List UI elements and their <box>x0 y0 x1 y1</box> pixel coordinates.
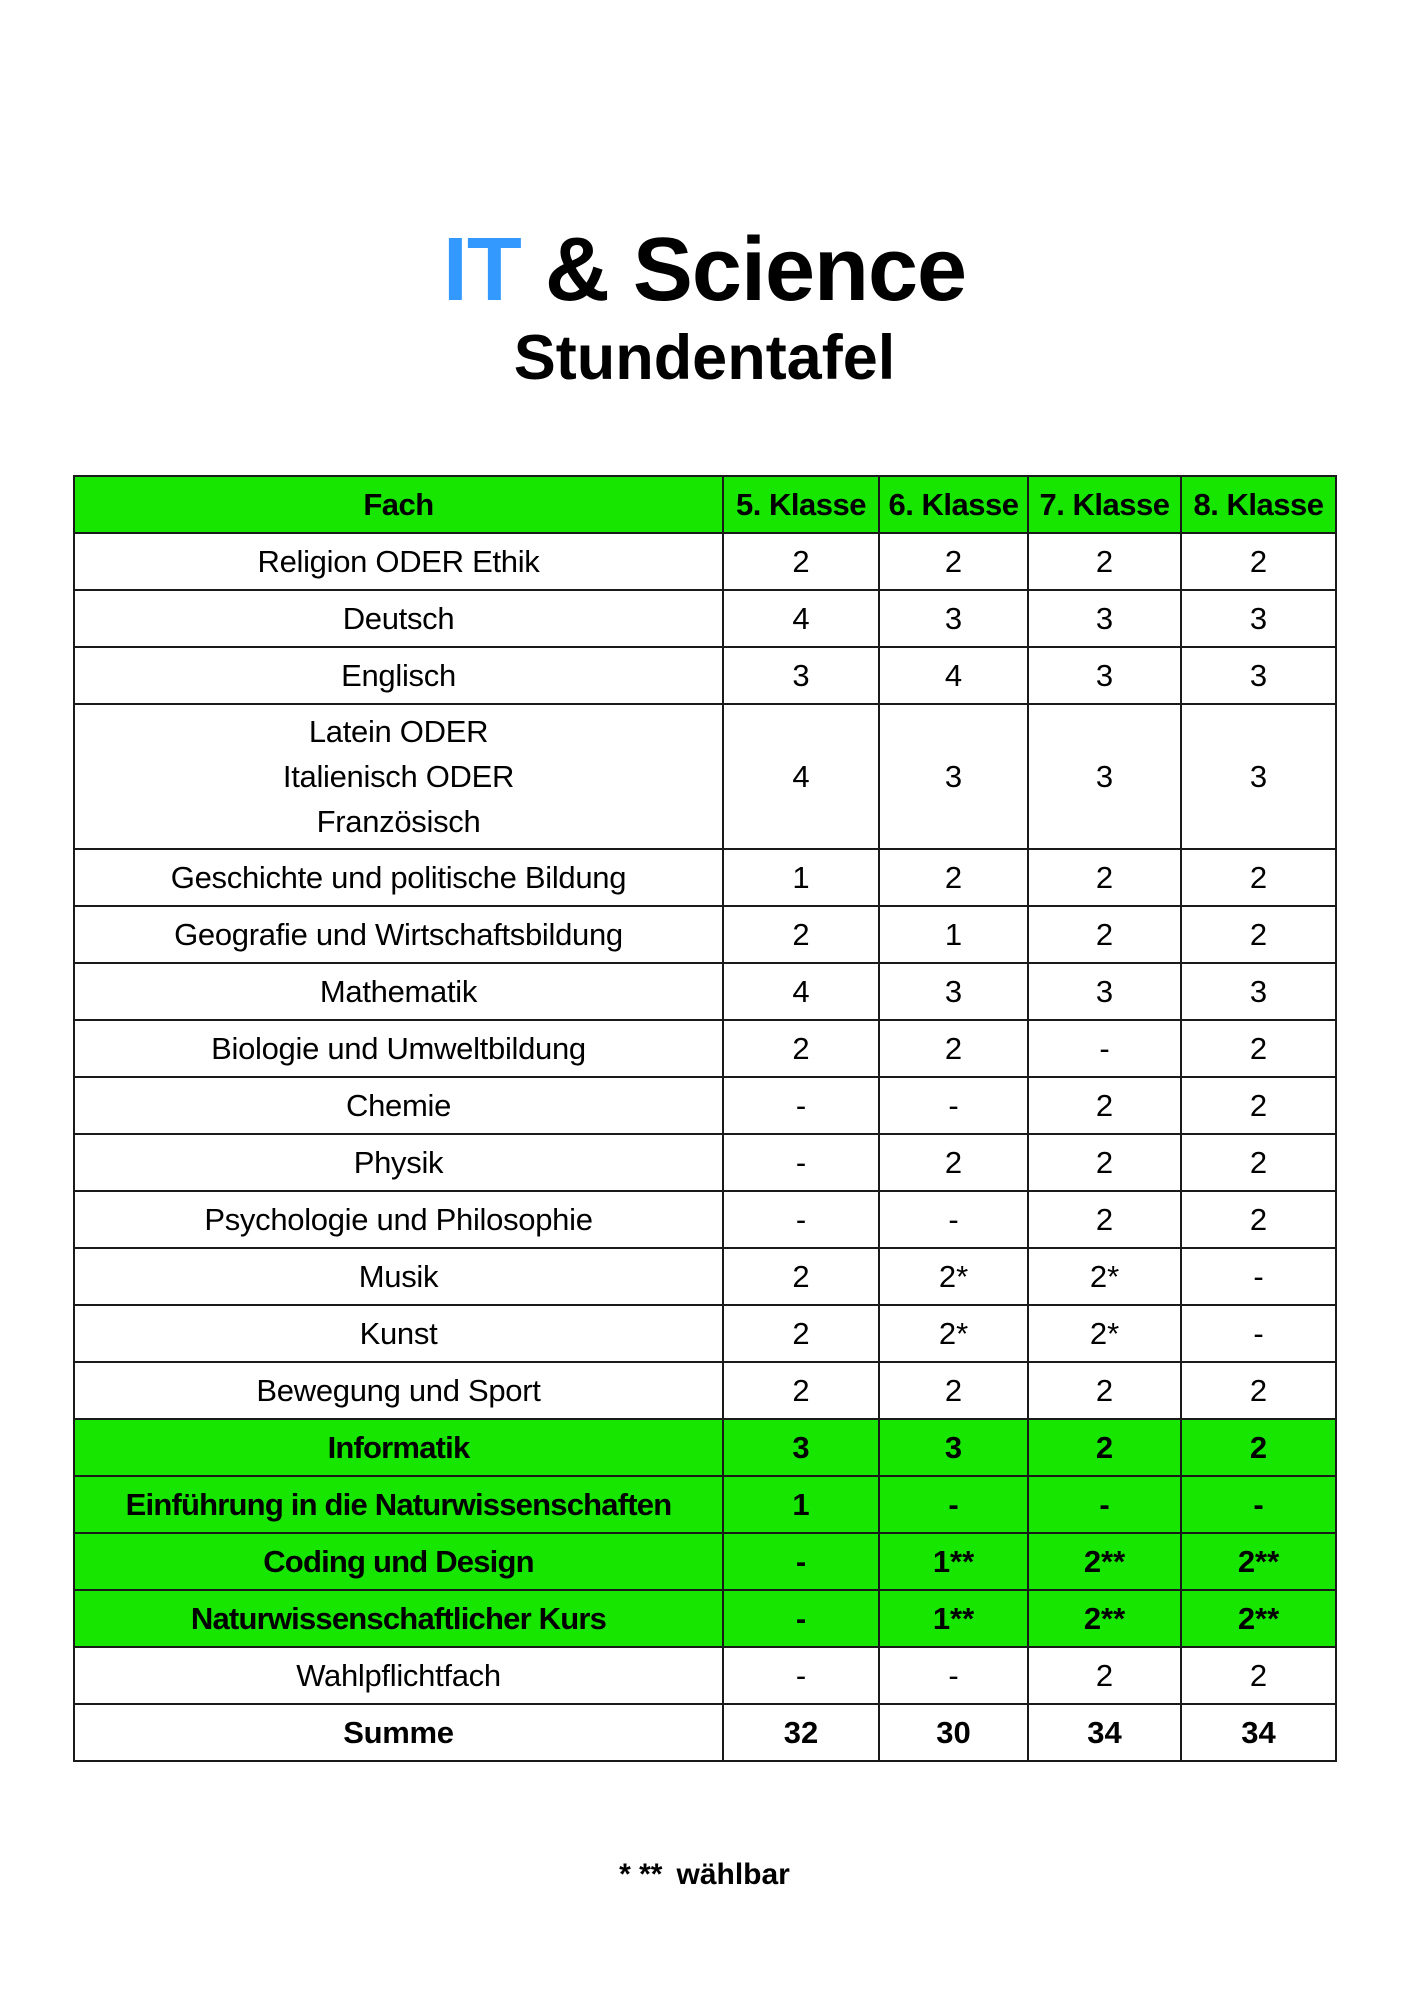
hours-cell-klasse-7: 2 <box>1028 1419 1181 1476</box>
subject-cell: Englisch <box>74 647 723 704</box>
hours-cell-klasse-6: 2 <box>879 1362 1028 1419</box>
hours-cell-klasse-5: 2 <box>723 1362 879 1419</box>
hours-cell-klasse-7: - <box>1028 1020 1181 1077</box>
sum-label: Summe <box>74 1704 723 1761</box>
footnote-text: wählbar <box>676 1858 790 1891</box>
hours-cell-klasse-6: 1** <box>879 1590 1028 1647</box>
hours-cell-klasse-7: 2** <box>1028 1590 1181 1647</box>
subject-cell: Chemie <box>74 1077 723 1134</box>
hours-cell-klasse-6: 3 <box>879 1419 1028 1476</box>
hours-cell-klasse-6: 4 <box>879 647 1028 704</box>
hours-cell-klasse-6: 2 <box>879 533 1028 590</box>
subject-cell <box>74 704 723 849</box>
sum-cell-klasse-7: 34 <box>1028 1704 1181 1761</box>
title-rest: & Science <box>544 220 967 320</box>
hours-cell-klasse-8: 2 <box>1181 1134 1336 1191</box>
table-row <box>74 1647 1336 1704</box>
column-header-klasse-7: 7. Klasse <box>1028 476 1181 533</box>
table-row <box>74 1419 1336 1476</box>
hours-cell-klasse-5: 2 <box>723 1020 879 1077</box>
table-row <box>74 1476 1336 1533</box>
hours-cell-klasse-6: 3 <box>879 704 1028 849</box>
table-row <box>74 533 1336 590</box>
sum-cell-klasse-8: 34 <box>1181 1704 1336 1761</box>
hours-cell-klasse-7: 2** <box>1028 1533 1181 1590</box>
hours-cell-klasse-8: 3 <box>1181 704 1336 849</box>
timetable <box>73 475 1337 1762</box>
table-row <box>74 1305 1336 1362</box>
page-title <box>0 220 1409 320</box>
hours-cell-klasse-7: 3 <box>1028 704 1181 849</box>
table-row <box>74 1134 1336 1191</box>
subject-cell: Biologie und Umweltbildung <box>74 1020 723 1077</box>
hours-cell-klasse-6: 3 <box>879 963 1028 1020</box>
table-row <box>74 1248 1336 1305</box>
table-row <box>74 963 1336 1020</box>
hours-cell-klasse-6: - <box>879 1191 1028 1248</box>
subject-cell: Physik <box>74 1134 723 1191</box>
subject-cell: Informatik <box>74 1419 723 1476</box>
column-header-klasse-6: 6. Klasse <box>879 476 1028 533</box>
table-row <box>74 647 1336 704</box>
hours-cell-klasse-6: 2 <box>879 849 1028 906</box>
hours-cell-klasse-7: 2* <box>1028 1248 1181 1305</box>
table-row <box>74 1191 1336 1248</box>
hours-cell-klasse-5: 1 <box>723 849 879 906</box>
hours-cell-klasse-8: 2 <box>1181 1020 1336 1077</box>
hours-cell-klasse-7: 3 <box>1028 590 1181 647</box>
hours-cell-klasse-5: 2 <box>723 906 879 963</box>
hours-cell-klasse-7: 2 <box>1028 1647 1181 1704</box>
column-header-klasse-8: 8. Klasse <box>1181 476 1336 533</box>
hours-cell-klasse-5: 1 <box>723 1476 879 1533</box>
hours-cell-klasse-7: 2 <box>1028 849 1181 906</box>
hours-cell-klasse-6: 2 <box>879 1134 1028 1191</box>
hours-cell-klasse-5: 2 <box>723 533 879 590</box>
hours-cell-klasse-8: 3 <box>1181 590 1336 647</box>
subject-cell: Geschichte und politische Bildung <box>74 849 723 906</box>
hours-cell-klasse-6: 2* <box>879 1305 1028 1362</box>
table-row <box>74 1590 1336 1647</box>
subject-cell: Naturwissenschaftlicher Kurs <box>74 1590 723 1647</box>
hours-cell-klasse-8: 3 <box>1181 647 1336 704</box>
hours-cell-klasse-8: 2 <box>1181 1647 1336 1704</box>
subject-cell: Mathematik <box>74 963 723 1020</box>
table-row <box>74 1362 1336 1419</box>
subject-line: Latein ODER <box>308 714 489 749</box>
hours-cell-klasse-7: 2 <box>1028 1191 1181 1248</box>
hours-cell-klasse-7: 2 <box>1028 906 1181 963</box>
subject-cell: Musik <box>74 1248 723 1305</box>
hours-cell-klasse-5: - <box>723 1191 879 1248</box>
hours-cell-klasse-6: - <box>879 1476 1028 1533</box>
hours-cell-klasse-5: 2 <box>723 1248 879 1305</box>
table-row <box>74 849 1336 906</box>
column-header-fach: Fach <box>74 476 723 533</box>
hours-cell-klasse-7: 2 <box>1028 1134 1181 1191</box>
subject-cell: Kunst <box>74 1305 723 1362</box>
hours-cell-klasse-8: 2 <box>1181 1419 1336 1476</box>
hours-cell-klasse-8: 2 <box>1181 533 1336 590</box>
table-row <box>74 1533 1336 1590</box>
hours-cell-klasse-6: 1** <box>879 1533 1028 1590</box>
hours-cell-klasse-8: - <box>1181 1248 1336 1305</box>
subject-cell: Coding und Design <box>74 1533 723 1590</box>
hours-cell-klasse-5: - <box>723 1533 879 1590</box>
subject-cell: Psychologie und Philosophie <box>74 1191 723 1248</box>
footnote <box>0 1858 1409 1892</box>
table-row <box>74 1020 1336 1077</box>
hours-cell-klasse-7: 2* <box>1028 1305 1181 1362</box>
hours-cell-klasse-7: 3 <box>1028 647 1181 704</box>
hours-cell-klasse-6: 1 <box>879 906 1028 963</box>
hours-cell-klasse-8: 3 <box>1181 963 1336 1020</box>
subject-line: Französisch <box>316 804 481 839</box>
hours-cell-klasse-7: 2 <box>1028 533 1181 590</box>
hours-cell-klasse-5: - <box>723 1077 879 1134</box>
hours-cell-klasse-5: - <box>723 1647 879 1704</box>
column-header-klasse-5: 5. Klasse <box>723 476 879 533</box>
sum-cell-klasse-5: 32 <box>723 1704 879 1761</box>
hours-cell-klasse-5: - <box>723 1590 879 1647</box>
hours-cell-klasse-8: - <box>1181 1305 1336 1362</box>
hours-cell-klasse-6: 2* <box>879 1248 1028 1305</box>
hours-cell-klasse-6: - <box>879 1647 1028 1704</box>
subject-cell: Geografie und Wirtschaftsbildung <box>74 906 723 963</box>
page-subtitle: Stundentafel <box>513 323 896 393</box>
subject-cell: Religion ODER Ethik <box>74 533 723 590</box>
hours-cell-klasse-6: 3 <box>879 590 1028 647</box>
hours-cell-klasse-8: 2** <box>1181 1590 1336 1647</box>
hours-cell-klasse-7: 2 <box>1028 1077 1181 1134</box>
hours-cell-klasse-8: 2 <box>1181 1077 1336 1134</box>
hours-cell-klasse-5: 4 <box>723 963 879 1020</box>
table-header-row <box>74 476 1336 533</box>
hours-cell-klasse-6: - <box>879 1077 1028 1134</box>
hours-cell-klasse-8: - <box>1181 1476 1336 1533</box>
hours-cell-klasse-7: 2 <box>1028 1362 1181 1419</box>
table-row <box>74 906 1336 963</box>
sum-cell-klasse-6: 30 <box>879 1704 1028 1761</box>
subject-line: Italienisch ODER <box>282 759 515 794</box>
hours-cell-klasse-8: 2 <box>1181 1191 1336 1248</box>
footnote-stars: * ** <box>619 1858 663 1891</box>
hours-cell-klasse-7: - <box>1028 1476 1181 1533</box>
table-row <box>74 1077 1336 1134</box>
hours-cell-klasse-5: 2 <box>723 1305 879 1362</box>
hours-cell-klasse-6: 2 <box>879 1020 1028 1077</box>
table-row <box>74 704 1336 849</box>
subject-cell: Deutsch <box>74 590 723 647</box>
hours-cell-klasse-7: 3 <box>1028 963 1181 1020</box>
title-highlight: IT <box>442 220 521 320</box>
hours-cell-klasse-8: 2 <box>1181 1362 1336 1419</box>
table-row <box>74 590 1336 647</box>
hours-cell-klasse-5: 4 <box>723 704 879 849</box>
hours-cell-klasse-5: - <box>723 1134 879 1191</box>
subject-cell: Wahlpflichtfach <box>74 1647 723 1704</box>
hours-cell-klasse-5: 3 <box>723 1419 879 1476</box>
hours-cell-klasse-5: 4 <box>723 590 879 647</box>
sum-row <box>74 1704 1336 1761</box>
hours-cell-klasse-8: 2 <box>1181 906 1336 963</box>
hours-cell-klasse-8: 2** <box>1181 1533 1336 1590</box>
subject-cell: Bewegung und Sport <box>74 1362 723 1419</box>
hours-cell-klasse-8: 2 <box>1181 849 1336 906</box>
subject-cell: Einführung in die Naturwissenschaften <box>74 1476 723 1533</box>
hours-cell-klasse-5: 3 <box>723 647 879 704</box>
